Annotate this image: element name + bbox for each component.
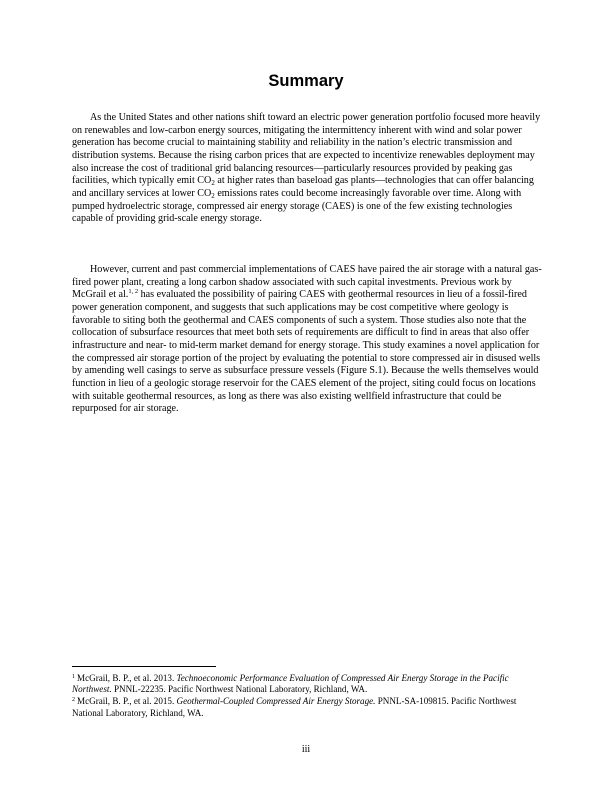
footnote-text: PNNL-22235. Pacific Northwest National Laboratory, Richland, WA. bbox=[111, 684, 368, 695]
footnote-mark: 1 bbox=[72, 674, 75, 680]
footnote-1 bbox=[72, 673, 542, 696]
footnote-separator bbox=[72, 666, 216, 667]
summary-paragraph-1 bbox=[72, 112, 542, 226]
subscript: 2 bbox=[211, 179, 215, 188]
subscript: 2 bbox=[211, 191, 215, 200]
footnotes bbox=[72, 673, 542, 720]
footnote-text: PNNL-SA-109815. Pacific Northwest National Laboratory, Richland, WA. bbox=[72, 696, 517, 718]
paragraph-text: However, current and past commercial implementations of CAES have paired the air storage with a natural gas-fired power plant, creating a long carbon shadow associated with such capital investments. Previous work by McGrail et al. bbox=[72, 264, 542, 301]
paragraph-text: As the United States and other nations shift toward an electric power generation portfolio focused more heavily on renewables and low-carbon energy sources, mitigating the intermittency inherent with wind and solar power generation has become crucial to maintaining stability and reliability in the nation’s electric transmission and distribution systems. Because the rising carbon prices that are expected to incentivize renewables deployment may also increase the cost of traditional grid balancing resources—particularly resources provided by peaking gas facilities, which typically emit CO bbox=[72, 112, 541, 187]
footnote-title: Geothermal-Coupled Compressed Air Energy Storage. bbox=[176, 696, 376, 707]
footnote-title: Technoeconomic Performance Evaluation of Compressed Air Energy Storage in the Pacific Northwest. bbox=[72, 673, 509, 695]
paragraph-text: emissions rates could become increasingly favorable over time. Along with pumped hydroelectric storage, compressed air energy storage (CAES) is one of the few existing technologies capable of providing grid-scale energy storage. bbox=[72, 187, 522, 225]
footnote-text: McGrail, B. P., et al. 2013. bbox=[77, 673, 177, 683]
footnote-text: McGrail, B. P., et al. 2015. bbox=[77, 696, 177, 707]
paragraph-text: at higher rates than baseload gas plants—technologies that can offer balancing and ancillary services at lower CO bbox=[72, 175, 534, 199]
footnote-reference[interactable]: 1, 2 bbox=[128, 288, 139, 296]
summary-paragraph-2 bbox=[72, 264, 542, 416]
footnote-2 bbox=[72, 696, 542, 719]
footnote-mark: 2 bbox=[72, 697, 75, 704]
page-number: iii bbox=[301, 744, 311, 755]
page-title: Summary bbox=[268, 72, 344, 90]
paragraph-text: has evaluated the possibility of pairing CAES with geothermal resources in lieu of a fossil-fired power generation component, and suggests that such applications may be cost competitive where geology is favorable to siting both the geothermal and CAES components of such a system. Those studies also note that the collocation of subsurface resources that meet both sets of requirements are difficult to find in areas that also offer infrastructure and near- to mid-term market demand for energy storage. This study examines a novel application for the compressed air storage portion of the project by evaluating the potential to store compressed air in disused wells by amending well casings to serve as subsurface pressure vessels (Figure S.1). Because the wells themselves would function in lieu of a geologic storage reservoir for the CAES element of the project, siting could focus on locations with suitable geothermal resources, as long as there was also existing wellfield infrastructure that could be repurposed for air storage. bbox=[72, 289, 541, 415]
